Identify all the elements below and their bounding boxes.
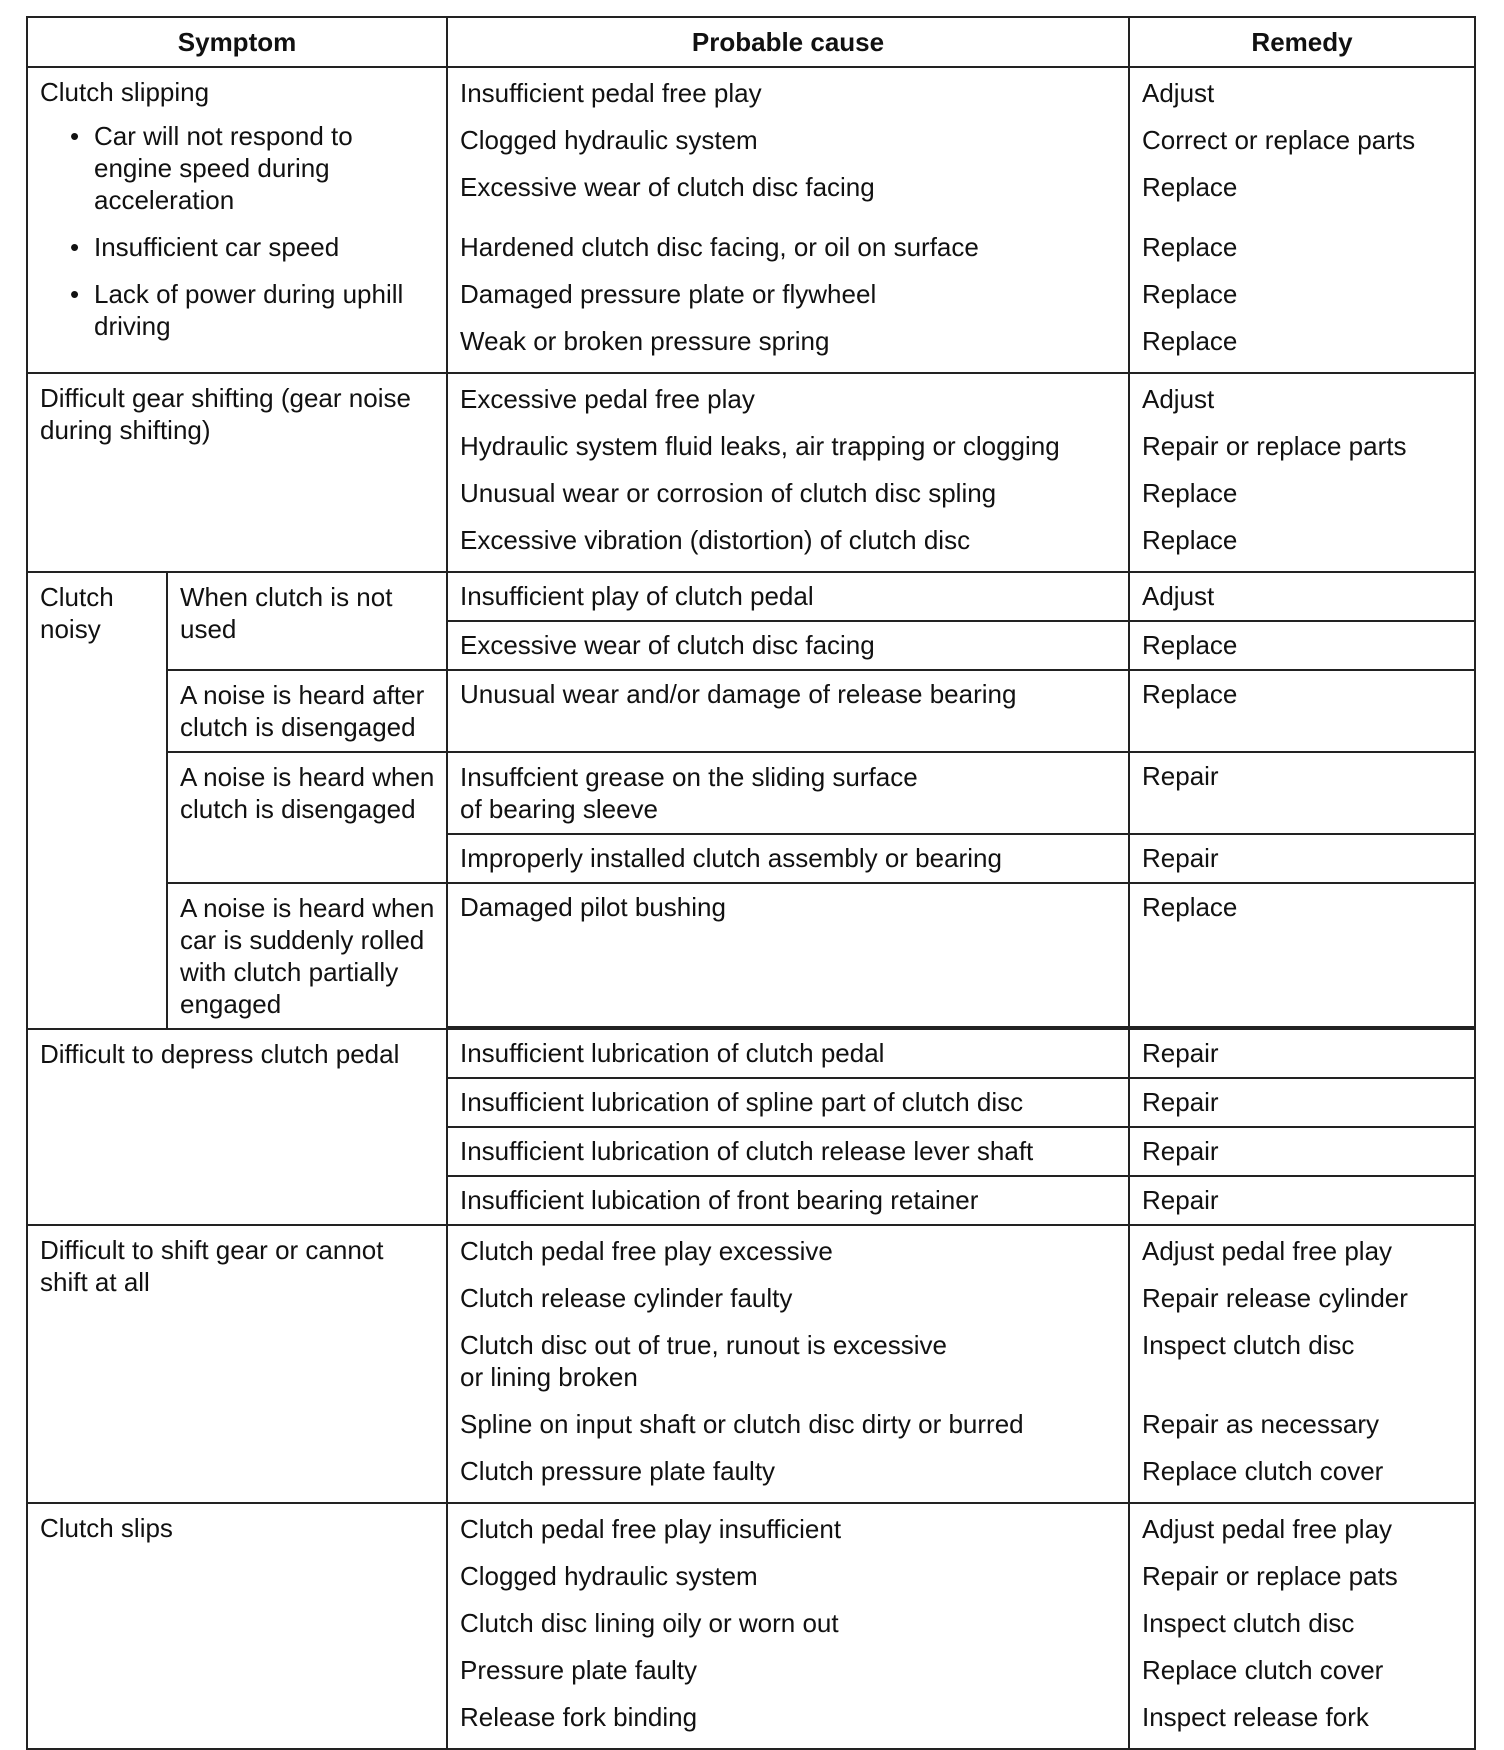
remedy-line: Replace bbox=[1142, 326, 1238, 356]
shift-symptom: Difficult to shift gear or cannot shift at all bbox=[27, 1225, 447, 1503]
remedy-cell: Repair bbox=[1129, 1176, 1475, 1225]
cause-line: Unusual wear or corrosion of clutch disc spling bbox=[460, 478, 997, 508]
cause-line: Release fork binding bbox=[460, 1702, 698, 1732]
cause-line: Clogged hydraulic system bbox=[460, 1561, 758, 1591]
cause-line: Clutch disc out of true, runout is excessive bbox=[460, 1330, 948, 1360]
cause-line: of bearing sleeve bbox=[460, 794, 659, 824]
symptom-header: Symptom bbox=[27, 17, 447, 67]
slipping-row bbox=[27, 67, 1475, 373]
gear-shifting-remedies bbox=[1129, 373, 1475, 572]
cause-cell: Damaged pilot bushing bbox=[447, 883, 1129, 1027]
remedy-line: Repair or replace pats bbox=[1142, 1561, 1398, 1591]
noisy-condition: When clutch is not used bbox=[167, 572, 447, 670]
remedy-line: Adjust pedal free play bbox=[1142, 1236, 1393, 1266]
remedy-line: Repair release cylinder bbox=[1142, 1283, 1408, 1313]
remedy-line: Adjust bbox=[1142, 78, 1215, 108]
cause-line: Clutch pedal free play excessive bbox=[460, 1236, 833, 1266]
cause-cell: Improperly installed clutch assembly or bearing bbox=[447, 834, 1129, 883]
cause-line: Clutch release cylinder faulty bbox=[460, 1283, 793, 1313]
slips-row bbox=[27, 1503, 1475, 1749]
remedy-line: Inspect clutch disc bbox=[1142, 1330, 1355, 1360]
slipping-bullet-list bbox=[40, 120, 436, 342]
cause-cell: Insufficient play of clutch pedal bbox=[447, 572, 1129, 621]
header-row bbox=[27, 17, 1475, 67]
gear-shifting-symptom: Difficult gear shifting (gear noise during shifting) bbox=[27, 373, 447, 572]
remedy-line: Replace clutch cover bbox=[1142, 1456, 1384, 1486]
remedy-cell: Repair bbox=[1129, 1127, 1475, 1176]
remedy-line: Adjust pedal free play bbox=[1142, 1514, 1393, 1544]
slipping-bullet: • Car will not respond to engine speed during acceleration bbox=[40, 120, 436, 216]
gear-shifting-causes bbox=[447, 373, 1129, 572]
cause-line: Excessive wear of clutch disc facing bbox=[460, 172, 875, 202]
depress-row bbox=[27, 1029, 1475, 1078]
remedy-header: Remedy bbox=[1129, 17, 1475, 67]
slipping-symptom bbox=[27, 67, 447, 373]
noisy-condition: A noise is heard when car is suddenly rolled with clutch partially engaged bbox=[167, 883, 447, 1029]
remedy-line: Correct or replace parts bbox=[1142, 125, 1416, 155]
cause-cell: Insufficient lubrication of spline part of clutch disc bbox=[447, 1078, 1129, 1127]
remedy-cell: Repair bbox=[1129, 1029, 1475, 1078]
noisy-condition: A noise is heard after clutch is disengaged bbox=[167, 670, 447, 752]
cause-line: Clutch pressure plate faulty bbox=[460, 1456, 776, 1486]
cause-cell: Insufficient lubrication of clutch pedal bbox=[447, 1029, 1129, 1078]
cause-line: Clutch disc lining oily or worn out bbox=[460, 1608, 839, 1638]
remedy-line: Replace bbox=[1142, 478, 1238, 508]
cause-line: Clutch pedal free play insufficient bbox=[460, 1514, 842, 1544]
cause-cell: Insufficient lubication of front bearing retainer bbox=[447, 1176, 1129, 1225]
cause-line: or lining broken bbox=[460, 1362, 638, 1392]
cause-cell bbox=[447, 752, 1129, 834]
cause-line: Damaged pressure plate or flywheel bbox=[460, 279, 877, 309]
cause-cell: Excessive wear of clutch disc facing bbox=[447, 621, 1129, 670]
slips-causes bbox=[447, 1503, 1129, 1749]
remedy-line: Replace bbox=[1142, 232, 1238, 262]
remedy-cell: Repair bbox=[1129, 1078, 1475, 1127]
remedy-line: Replace clutch cover bbox=[1142, 1655, 1384, 1685]
remedy-cell: Repair bbox=[1129, 752, 1475, 834]
remedy-line: Replace bbox=[1142, 279, 1238, 309]
noisy-row bbox=[27, 883, 1475, 1027]
shift-row bbox=[27, 1225, 1475, 1503]
cause-line: Spline on input shaft or clutch disc dirty or burred bbox=[460, 1409, 1024, 1439]
noisy-condition: A noise is heard when clutch is disengaged bbox=[167, 752, 447, 883]
slipping-remedies bbox=[1129, 67, 1475, 373]
remedy-line: Adjust bbox=[1142, 384, 1215, 414]
slips-remedies bbox=[1129, 1503, 1475, 1749]
remedy-line: Inspect clutch disc bbox=[1142, 1608, 1355, 1638]
remedy-cell: Repair bbox=[1129, 834, 1475, 883]
remedy-cell: Replace bbox=[1129, 883, 1475, 1027]
cause-header: Probable cause bbox=[447, 17, 1129, 67]
cause-line: Excessive vibration (distortion) of clutch disc bbox=[460, 525, 971, 555]
remedy-line: Replace bbox=[1142, 172, 1238, 202]
troubleshooting-table bbox=[26, 16, 1476, 1750]
cause-line: Insufficient pedal free play bbox=[460, 78, 762, 108]
remedy-line: Repair or replace parts bbox=[1142, 431, 1407, 461]
remedy-cell: Adjust bbox=[1129, 572, 1475, 621]
noisy-symptom: Clutch noisy bbox=[27, 572, 167, 1029]
remedy-line: Replace bbox=[1142, 525, 1238, 555]
slipping-title: Clutch slipping bbox=[40, 77, 210, 107]
cause-line: Hydraulic system fluid leaks, air trapping or clogging bbox=[460, 431, 1060, 461]
noisy-row bbox=[27, 572, 1475, 621]
cause-line: Pressure plate faulty bbox=[460, 1655, 698, 1685]
shift-causes bbox=[447, 1225, 1129, 1503]
slipping-bullet: • Lack of power during uphill driving bbox=[40, 278, 436, 342]
cause-line: Clogged hydraulic system bbox=[460, 125, 758, 155]
remedy-line: Inspect release fork bbox=[1142, 1702, 1369, 1732]
depress-symptom: Difficult to depress clutch pedal bbox=[27, 1029, 447, 1225]
cause-line: Insuffcient grease on the sliding surface bbox=[460, 762, 918, 792]
cause-cell: Insufficient lubrication of clutch release lever shaft bbox=[447, 1127, 1129, 1176]
slips-symptom: Clutch slips bbox=[27, 1503, 447, 1749]
remedy-cell: Replace bbox=[1129, 670, 1475, 752]
cause-line: Hardened clutch disc facing, or oil on surface bbox=[460, 232, 979, 262]
slipping-bullet: • Insufficient car speed bbox=[40, 231, 436, 263]
noisy-row bbox=[27, 670, 1475, 752]
cause-line: Excessive pedal free play bbox=[460, 384, 755, 414]
remedy-cell: Replace bbox=[1129, 621, 1475, 670]
slipping-causes bbox=[447, 67, 1129, 373]
cause-cell: Unusual wear and/or damage of release bearing bbox=[447, 670, 1129, 752]
gear-shifting-row bbox=[27, 373, 1475, 572]
remedy-line: Repair as necessary bbox=[1142, 1409, 1379, 1439]
shift-remedies bbox=[1129, 1225, 1475, 1503]
cause-line: Weak or broken pressure spring bbox=[460, 326, 830, 356]
noisy-row bbox=[27, 752, 1475, 834]
